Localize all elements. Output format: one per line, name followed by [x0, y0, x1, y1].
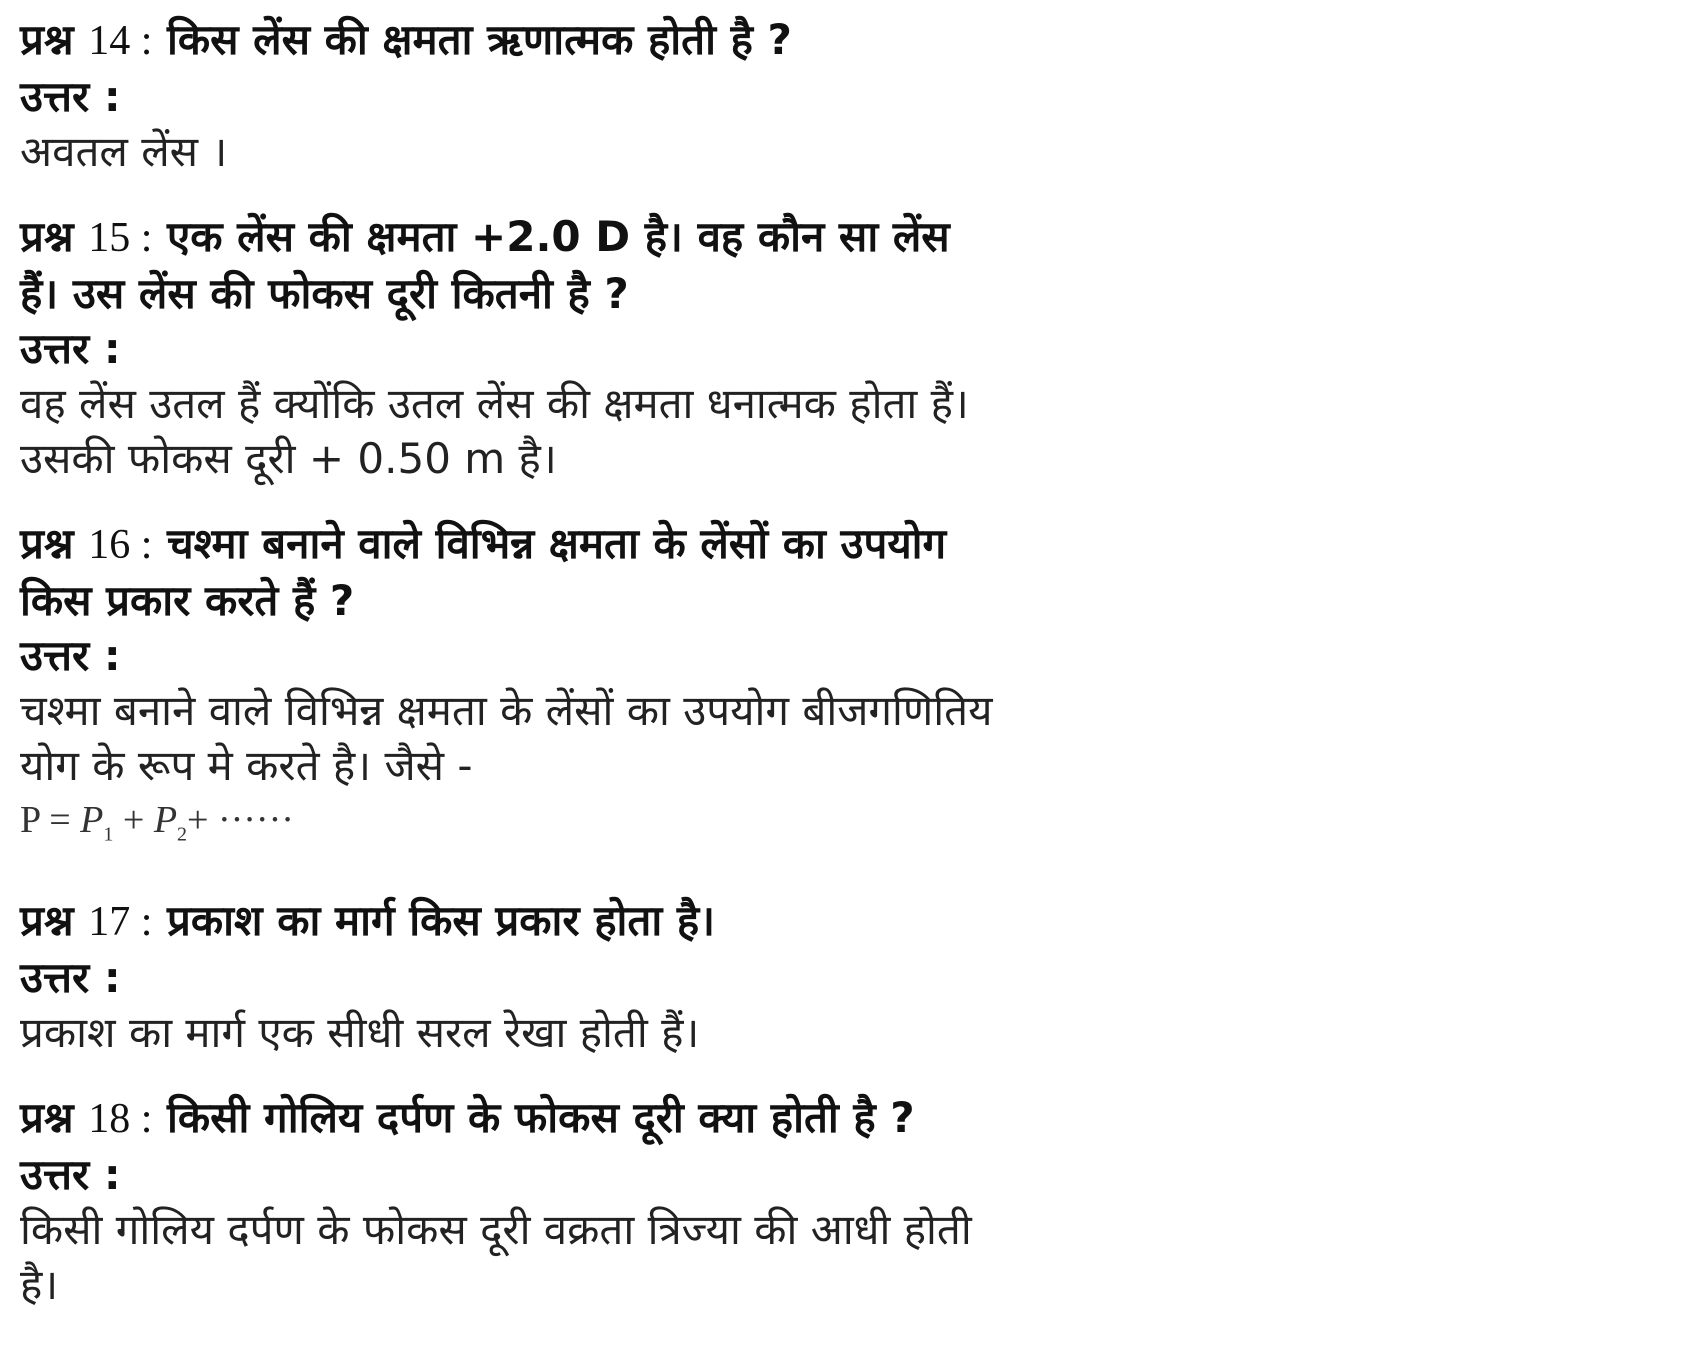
question-text: किसी गोलिय दर्पण के फोकस दूरी क्या होती है ?: [167, 1092, 915, 1142]
power-sum-formula: [20, 793, 1660, 863]
question-number: 14 :: [88, 18, 153, 64]
qa-block-15: [20, 209, 1660, 486]
answer-label: उत्तर :: [20, 952, 121, 1002]
answer-line: चश्मा बनाने वाले विभिन्न क्षमता के लेंसों का उपयोग बीजगणितिय: [20, 686, 993, 735]
answer-line: किसी गोलिय दर्पण के फोकस दूरी वक्रता त्रिज्या की आधी होती: [20, 1204, 972, 1254]
answer-label: उत्तर :: [20, 631, 121, 680]
question-number: 15 :: [88, 215, 153, 261]
answer-line: प्रकाश का मार्ग एक सीधी सरल रेखा होती हैं।: [20, 1007, 700, 1057]
answer-label: उत्तर :: [20, 72, 121, 121]
formula-p2: P: [153, 799, 178, 841]
question-number: 17 :: [88, 898, 153, 945]
question-prefix: प्रश्न: [20, 1092, 74, 1142]
question-line: [20, 209, 1660, 266]
qa-block-16: [20, 516, 1660, 863]
answer-label: उत्तर :: [20, 1149, 121, 1199]
qa-block-14: [20, 12, 1660, 179]
question-prefix: प्रश्न: [20, 212, 74, 261]
question-prefix: प्रश्न: [20, 895, 74, 945]
question-line: [20, 12, 1660, 69]
formula-sub1: 1: [103, 823, 114, 846]
question-line: [20, 1090, 1660, 1147]
question-number: 16 :: [88, 522, 153, 568]
formula-tail: + ······: [187, 799, 294, 841]
formula-p1: P: [80, 799, 104, 841]
question-line: [20, 893, 1660, 950]
answer-line: उसकी फोकस दूरी + 0.50 m है।: [20, 434, 557, 483]
question-line-continued: किस प्रकार करते हैं ?: [20, 576, 355, 625]
question-text: प्रकाश का मार्ग किस प्रकार होता है।: [167, 895, 716, 945]
question-prefix: प्रश्न: [20, 15, 74, 64]
question-line: [20, 516, 1660, 573]
question-text: किस लेंस की क्षमता ऋणात्मक होती है ?: [167, 15, 792, 64]
answer-line: है।: [20, 1259, 59, 1309]
qa-block-17: [20, 893, 1660, 1060]
qa-document: [20, 12, 1660, 1342]
answer-line: वह लेंस उतल हैं क्योंकि उतल लेंस की क्षमता धनात्मक होता हैं।: [20, 379, 969, 428]
qa-block-18: [20, 1090, 1660, 1312]
question-number: 18 :: [88, 1095, 153, 1142]
question-text: चश्मा बनाने वाले विभिन्न क्षमता के लेंसों का उपयोग: [167, 519, 947, 568]
question-text: एक लेंस की क्षमता +2.0 D है। वह कौन सा लेंस: [167, 212, 950, 261]
formula-lhs: P =: [20, 799, 71, 841]
question-prefix: प्रश्न: [20, 519, 74, 568]
answer-line: अवतल लेंस ।: [20, 127, 228, 176]
question-line-continued: हैं। उस लेंस की फोकस दूरी कितनी है ?: [20, 269, 629, 318]
answer-label: उत्तर :: [20, 324, 121, 373]
answer-line: योग के रूप मे करते है। जैसे -: [20, 741, 473, 790]
formula-sub2: 2: [177, 823, 188, 846]
formula-plus: +: [122, 799, 145, 841]
